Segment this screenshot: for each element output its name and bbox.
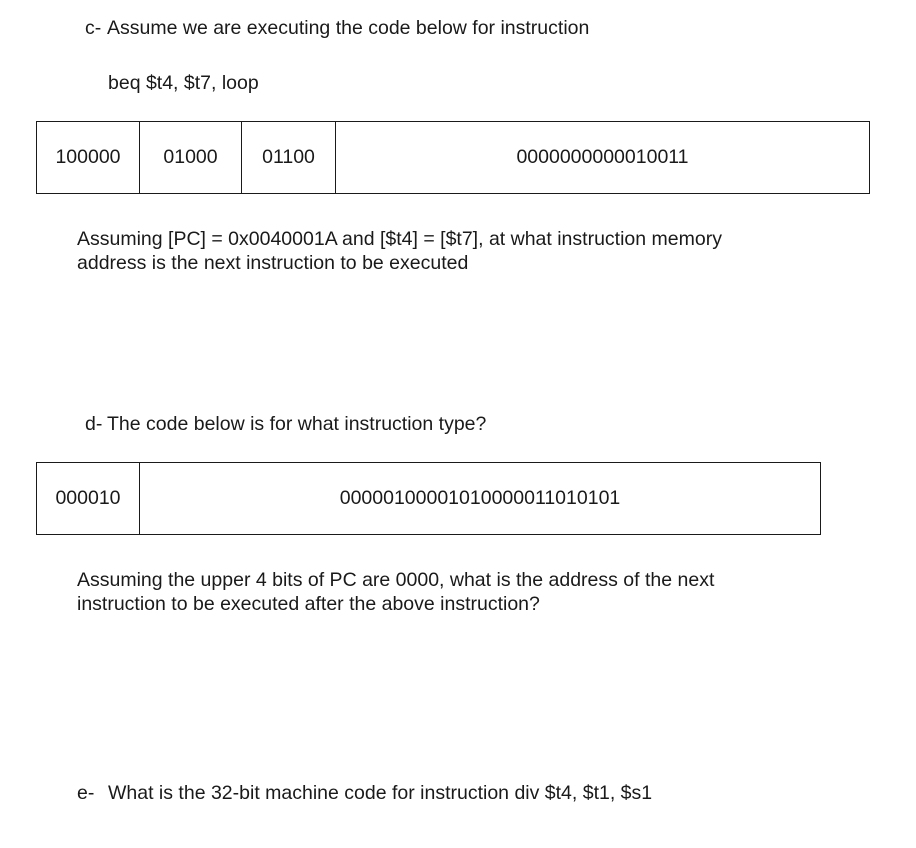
section-d-heading: [85, 413, 486, 436]
section-c-question: [77, 227, 877, 275]
section-d-instruction-table: [36, 462, 821, 535]
section-c-heading: [85, 17, 589, 40]
section-d-question-line-2: instruction to be executed after the above instruction?: [77, 593, 540, 615]
section-c-instruction-table: [36, 121, 870, 194]
section-c-question-line-1: Assuming [PC] = 0x0040001A and [$t4] = [$t7], at what instruction memory: [77, 228, 722, 250]
immediate-field: 0000000000010011: [336, 122, 870, 194]
table-row: [37, 463, 821, 535]
section-e-heading-text: What is the 32-bit machine code for instruction div $t4, $t1, $s1: [108, 782, 653, 804]
address-field: 00000100001010000011010101: [140, 463, 821, 535]
section-c-instruction: beq $t4, $t7, loop: [108, 72, 259, 94]
section-d-question: [77, 568, 877, 616]
section-d-heading-text: The code below is for what instruction type?: [107, 413, 487, 435]
table-row: [37, 122, 870, 194]
opcode-field: 100000: [37, 122, 140, 194]
section-d-question-line-1: Assuming the upper 4 bits of PC are 0000, what is the address of the next: [77, 569, 715, 591]
rs-field: 01000: [140, 122, 242, 194]
section-c-question-line-2: address is the next instruction to be executed: [77, 252, 469, 274]
section-e-letter: e-: [77, 782, 95, 804]
section-c-letter: c-: [85, 17, 102, 39]
section-e-heading: [77, 782, 652, 805]
opcode-field: 000010: [37, 463, 140, 535]
rt-field: 01100: [242, 122, 336, 194]
section-c-heading-text: Assume we are executing the code below for instruction: [107, 17, 590, 39]
section-d-letter: d-: [85, 413, 103, 435]
